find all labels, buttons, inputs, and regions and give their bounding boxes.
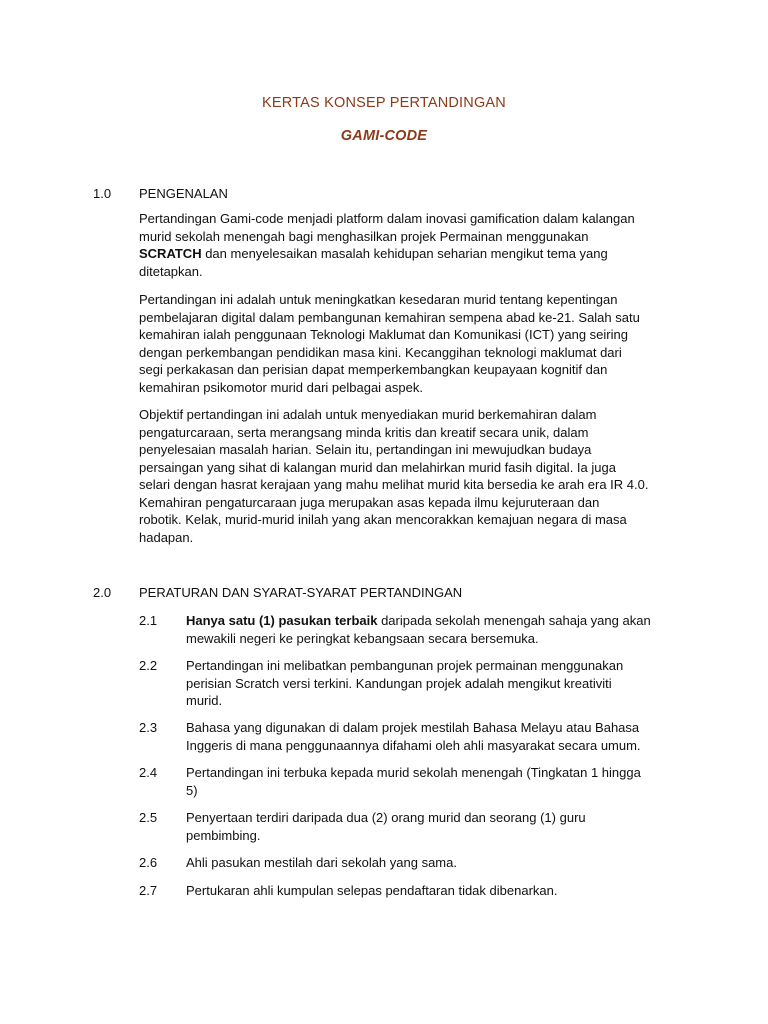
rule-2-7-text xyxy=(186,882,678,900)
rule-2-3-text xyxy=(186,719,678,754)
rule-2-6-number: 2.6 xyxy=(139,855,158,870)
rule-line: 5) xyxy=(186,782,198,798)
document-subtitle: GAMI-CODE xyxy=(340,128,428,144)
rule-2-6-text xyxy=(186,854,678,872)
rule-line: Ahli pasukan mestilah dari sekolah yang sama. xyxy=(186,855,457,870)
rule-line: Bahasa yang digunakan di dalam projek mestilah Bahasa Melayu atau Bahasa xyxy=(186,720,640,735)
rule-line: murid. xyxy=(186,693,223,708)
paragraph-line: Pertandingan ini adalah untuk meningkatkan kesedaran murid tentang kepentingan xyxy=(139,292,618,307)
paragraph-line-rest: dan menyelesaikan masalah kehidupan seharian mengikut tema yang xyxy=(201,246,608,261)
section-1-paragraph-3 xyxy=(139,406,679,546)
rule-2-1-text xyxy=(186,612,678,647)
rule-line: Pertandingan ini melibatkan pembangunan projek permainan menggunakan xyxy=(186,658,624,673)
rule-2-2-text xyxy=(186,657,678,710)
section-1-heading: PENGENALAN xyxy=(139,186,228,201)
paragraph-line: pembelajaran digital dalam pembangunan kemahiran sempena abad ke-21. Salah satu xyxy=(139,309,640,325)
document-title: KERTAS KONSEP PERTANDINGAN xyxy=(262,95,506,111)
rule-2-4-text xyxy=(186,764,678,799)
paragraph-line: Objektif pertandingan ini adalah untuk menyediakan murid berkemahiran dalam xyxy=(139,407,597,422)
rule-2-2-number: 2.2 xyxy=(139,658,158,673)
paragraph-line: hadapan. xyxy=(139,529,194,545)
scratch-bold-text: SCRATCH xyxy=(139,246,202,261)
paragraph-line: Pertandingan Gami-code menjadi platform dalam inovasi gamification dalam kalangan xyxy=(139,211,635,226)
rule-2-4-number: 2.4 xyxy=(139,765,158,780)
rule-2-1-number: 2.1 xyxy=(139,613,158,628)
section-1-number: 1.0 xyxy=(93,186,112,201)
rule-2-1-rest: daripada sekolah menengah sahaja yang akan xyxy=(377,613,651,628)
paragraph-line xyxy=(139,245,679,263)
rule-2-3-number: 2.3 xyxy=(139,720,158,735)
section-2-number: 2.0 xyxy=(93,585,112,600)
paragraph-line: pengaturcaraan, serta merangsang minda kritis dan kreatif secara unik, dalam xyxy=(139,424,589,440)
paragraph-line: Kemahiran pengaturcaraan juga merupakan asas kepada ilmu kejuruteraan dan xyxy=(139,494,600,510)
rule-2-5-number: 2.5 xyxy=(139,810,158,825)
section-1-paragraph-1 xyxy=(139,210,679,280)
rule-line: mewakili negeri ke peringkat kebangsaan secara bersemuka. xyxy=(186,630,539,646)
paragraph-line: persaingan yang sihat di kalangan murid dan melahirkan murid fasih digital. Ia juga xyxy=(139,459,616,475)
section-1-paragraph-2 xyxy=(139,291,679,396)
paragraph-line: dengan perkembangan pendidikan masa kini. Kecanggihan teknologi maklumat dari xyxy=(139,344,622,360)
paragraph-line: ditetapkan. xyxy=(139,263,203,279)
rule-line: Inggeris di mana penggunaannya difahami oleh ahli masyarakat secara umum. xyxy=(186,737,641,753)
rule-2-7-number: 2.7 xyxy=(139,883,158,898)
rule-2-1-bold: Hanya satu (1) pasukan terbaik xyxy=(186,613,378,628)
rule-line: Penyertaan terdiri daripada dua (2) orang murid dan seorang (1) guru xyxy=(186,810,586,825)
paragraph-line: kemahiran psikomotor murid dari pelbagai aspek. xyxy=(139,379,423,395)
rule-2-5-text xyxy=(186,809,678,844)
paragraph-line: segi perkakasan dan perisian dapat memperkembangkan keupayaan kognitif dan xyxy=(139,362,608,377)
paragraph-line: robotik. Kelak, murid-murid inilah yang akan mencorakkan kemajuan negara di masa xyxy=(139,512,627,527)
paragraph-line: murid sekolah menengah bagi menghasilkan projek Permainan menggunakan xyxy=(139,228,589,244)
rule-line: Pertukaran ahli kumpulan selepas pendaftaran tidak dibenarkan. xyxy=(186,883,558,898)
rule-line: Pertandingan ini terbuka kepada murid sekolah menengah (Tingkatan 1 hingga xyxy=(186,765,641,780)
paragraph-line: kemahiran ialah penggunaan Teknologi Maklumat dan Komunikasi (ICT) yang seiring xyxy=(139,327,628,342)
paragraph-line: selari dengan hasrat kerajaan yang mahu melihat murid kita bersedia ke arah era IR 4.0. xyxy=(139,477,649,492)
section-2-heading: PERATURAN DAN SYARAT-SYARAT PERTANDINGAN xyxy=(139,585,463,600)
rule-line xyxy=(186,612,678,630)
rule-line: pembimbing. xyxy=(186,827,261,843)
rule-line: perisian Scratch versi terkini. Kandungan projek adalah mengikut kreativiti xyxy=(186,675,612,691)
paragraph-line: penyelesaian masalah harian. Selain itu, pertandingan ini mewujudkan budaya xyxy=(139,442,592,457)
